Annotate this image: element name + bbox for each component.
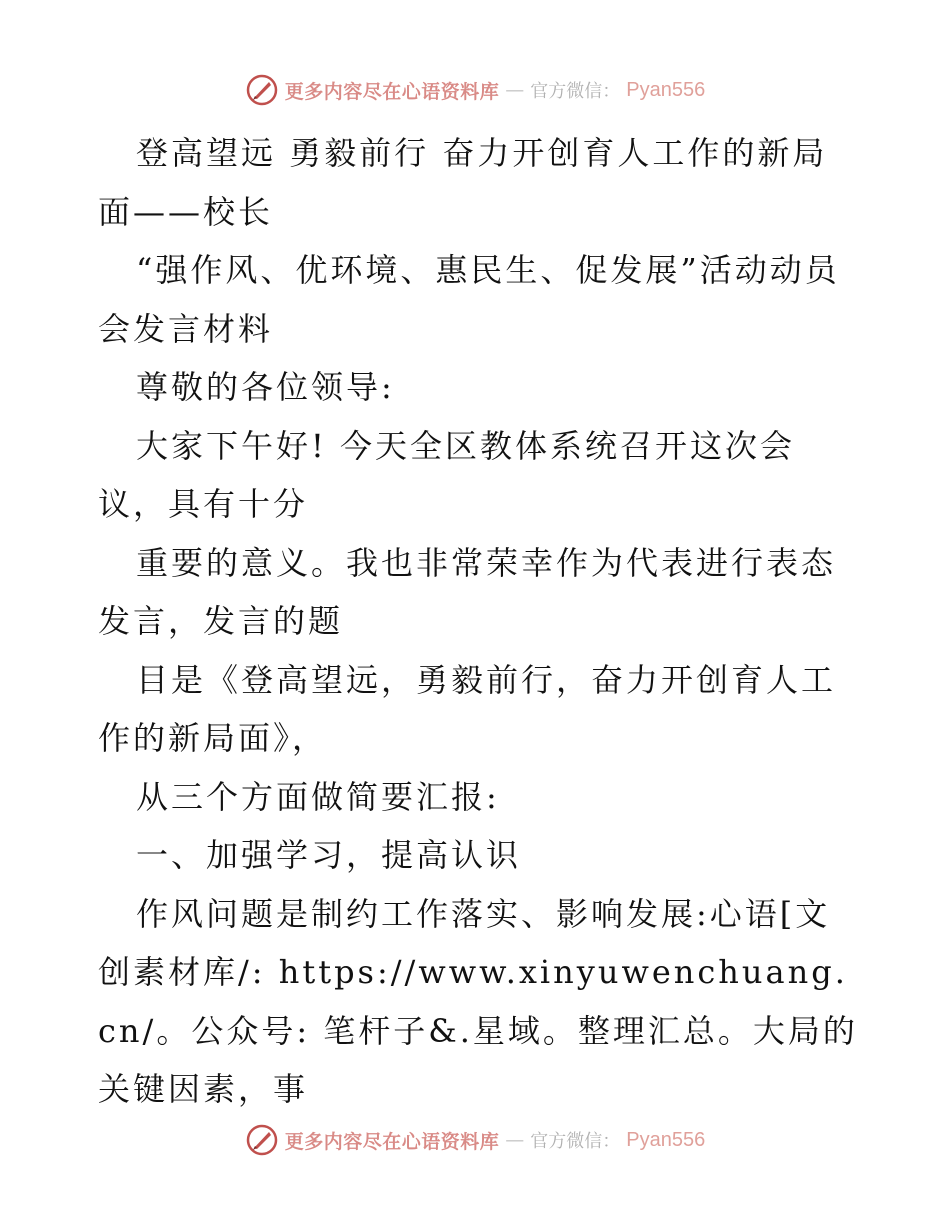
document-title: 登高望远 勇毅前行 奋力开创育人工作的新局面——校长 [98, 134, 828, 231]
body-paragraph: 作风问题是制约工作落实、影响发展:心语[文创素材库/: https://www.xinyuwenchuang.cn/。公众号: 笔杆子&.星域。整理汇总。大局的关键因素，事 [98, 894, 858, 1108]
watermark-separator: — [505, 1129, 525, 1151]
salutation: 尊敬的各位领导: [136, 368, 395, 406]
wechat-label: 官方微信： [530, 81, 621, 102]
body-paragraph: 重要的意义。我也非常荣幸作为代表进行表态发言，发言的题 [98, 543, 837, 640]
watermark-text: 更多内容尽在心语资料库 [284, 80, 500, 103]
footer-watermark [0, 1120, 950, 1160]
watermark-separator: — [505, 79, 525, 101]
body-paragraph: 从三个方面做简要汇报: [136, 777, 500, 816]
watermark-text: 更多内容尽在心语资料库 [284, 1130, 500, 1153]
wechat-label: 官方微信： [530, 1131, 621, 1152]
body-paragraph: 大家下午好! 今天全区教体系统召开这次会议，具有十分 [98, 426, 796, 523]
document-body [98, 124, 858, 1119]
section-heading: 一、加强学习，提高认识 [136, 836, 522, 874]
quill-pen-logo-icon [245, 1123, 279, 1157]
quill-pen-logo-icon [245, 73, 279, 107]
wechat-id: Pyan556 [626, 1128, 706, 1151]
document-subtitle: “强作风、优环境、惠民生、促发展”活动动员会发言材料 [98, 251, 840, 348]
body-paragraph: 目是《登高望远，勇毅前行，奋力开创育人工作的新局面》， [98, 660, 837, 757]
wechat-id: Pyan556 [626, 78, 706, 101]
header-watermark [0, 70, 950, 110]
